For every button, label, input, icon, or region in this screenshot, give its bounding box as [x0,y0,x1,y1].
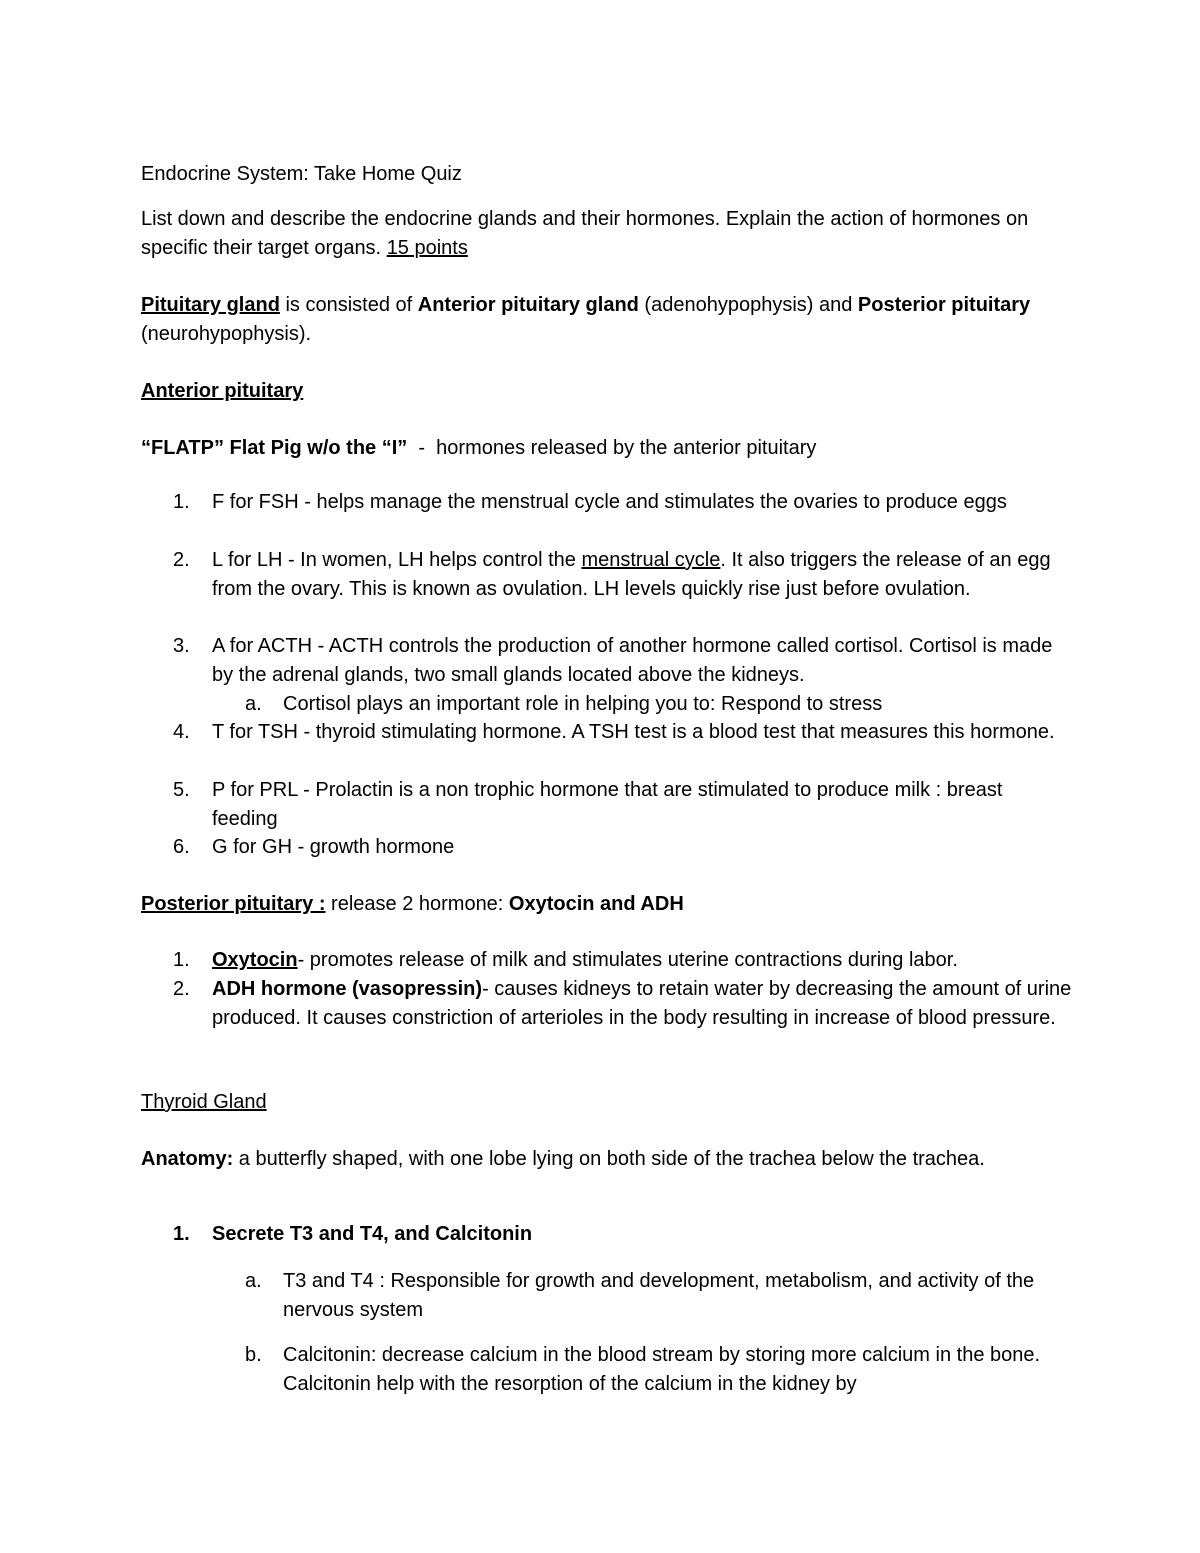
intro-text-2: (adenohypophysis) and [638,294,858,316]
list-number: 2. [173,549,190,571]
list-number: 5. [173,779,190,801]
list-text: L for LH - In women, LH helps control the [212,549,582,571]
sub-list-item [245,690,1073,719]
list-item [173,546,1072,604]
list-text: F for FSH - helps manage the menstrual cycle and stimulates the ovaries to produce eggs [212,491,1007,513]
list-item [173,1220,1072,1249]
list-text: - causes kidneys to retain water by decreasing the amount of urine produced. It causes constriction of arterioles in the body resulting in increase of blood pressure. [212,978,1072,1029]
adh-term: ADH hormone (vasopressin) [212,978,483,1000]
list-text: T for TSH - thyroid stimulating hormone. A TSH test is a blood test that measures this hormone. [212,721,1055,743]
pituitary-gland-term: Pituitary gland [141,294,280,316]
list-number: 2. [173,978,190,1000]
list-item [173,946,1072,975]
list-letter: a. [245,693,262,715]
sub-list-item [245,1267,1073,1325]
posterior-mid: release 2 hormone: [325,893,509,915]
thyroid-heading [141,1088,1071,1117]
page-title: Endocrine System: Take Home Quiz [141,163,462,185]
list-item [173,632,1072,690]
posterior-heading [141,890,1071,919]
list-number: 1. [173,949,190,971]
mnemonic-line [141,434,1071,463]
anterior-term: Anterior pituitary gland [417,294,639,316]
oxytocin-term: Oxytocin [212,949,298,971]
list-number: 6. [173,836,190,858]
mnemonic-rest: - hormones released by the anterior pituitary [407,437,817,459]
list-number: 1. [173,1223,190,1245]
list-text: . It also triggers the release of an egg from the ovary. This is known as ovulation. LH levels quickly rise just before ovulation. [212,549,1051,600]
list-text: G for GH - growth hormone [212,836,455,858]
mnemonic-bold: “FLATP” Flat Pig w/o the “I” [141,437,408,459]
list-number: 4. [173,721,190,743]
anterior-heading [141,377,1071,406]
posterior-term: Posterior pituitary [857,294,1031,316]
anatomy-text: a butterfly shaped, with one lobe lying on both side of the trachea below the trachea. [233,1148,985,1170]
anterior-heading-text: Anterior pituitary [141,380,304,402]
list-letter: b. [245,1344,262,1366]
intro-text-1: is consisted of [279,294,418,316]
list-number: 3. [173,635,190,657]
anatomy-label: Anatomy: [141,1148,234,1170]
list-item [173,718,1072,747]
list-item [173,833,1072,862]
anatomy-line [141,1145,1071,1174]
points-label: 15 points [386,237,468,259]
list-text: T3 and T4 : Responsible for growth and development, metabolism, and activity of the nervous system [283,1270,1035,1321]
menstrual-cycle-link[interactable]: menstrual cycle [581,549,721,571]
list-item [173,488,1072,517]
pituitary-intro [141,291,1071,349]
intro-text-3: (neurohypophysis). [141,323,312,345]
prompt-text: List down and describe the endocrine glands and their hormones. Explain the action of hormones on specific their target organs. [141,208,1029,259]
list-text: A for ACTH - ACTH controls the production of another hormone called cortisol. Cortisol is made by the adrenal glands, two small glands located above the kidneys. [212,635,1053,686]
posterior-hormones: Oxytocin and ADH [508,893,684,915]
sub-list-item [245,1341,1073,1399]
quiz-prompt [141,205,1071,263]
posterior-heading-text: Posterior pituitary : [141,893,326,915]
list-text: Calcitonin: decrease calcium in the blood stream by storing more calcium in the bone. Calcitonin help with the resorption of the calcium in the kidney by [283,1344,1041,1395]
thyroid-secretions: Secrete T3 and T4, and Calcitonin [212,1223,533,1245]
thyroid-heading-text: Thyroid Gland [141,1091,267,1113]
list-number: 1. [173,491,190,513]
list-item [173,975,1072,1033]
list-text: Cortisol plays an important role in helping you to: Respond to stress [283,693,883,715]
list-text: - promotes release of milk and stimulates uterine contractions during labor. [297,949,958,971]
list-letter: a. [245,1270,262,1292]
list-item [173,776,1072,834]
list-text: P for PRL - Prolactin is a non trophic hormone that are stimulated to produce milk : breast feeding [212,779,1003,830]
